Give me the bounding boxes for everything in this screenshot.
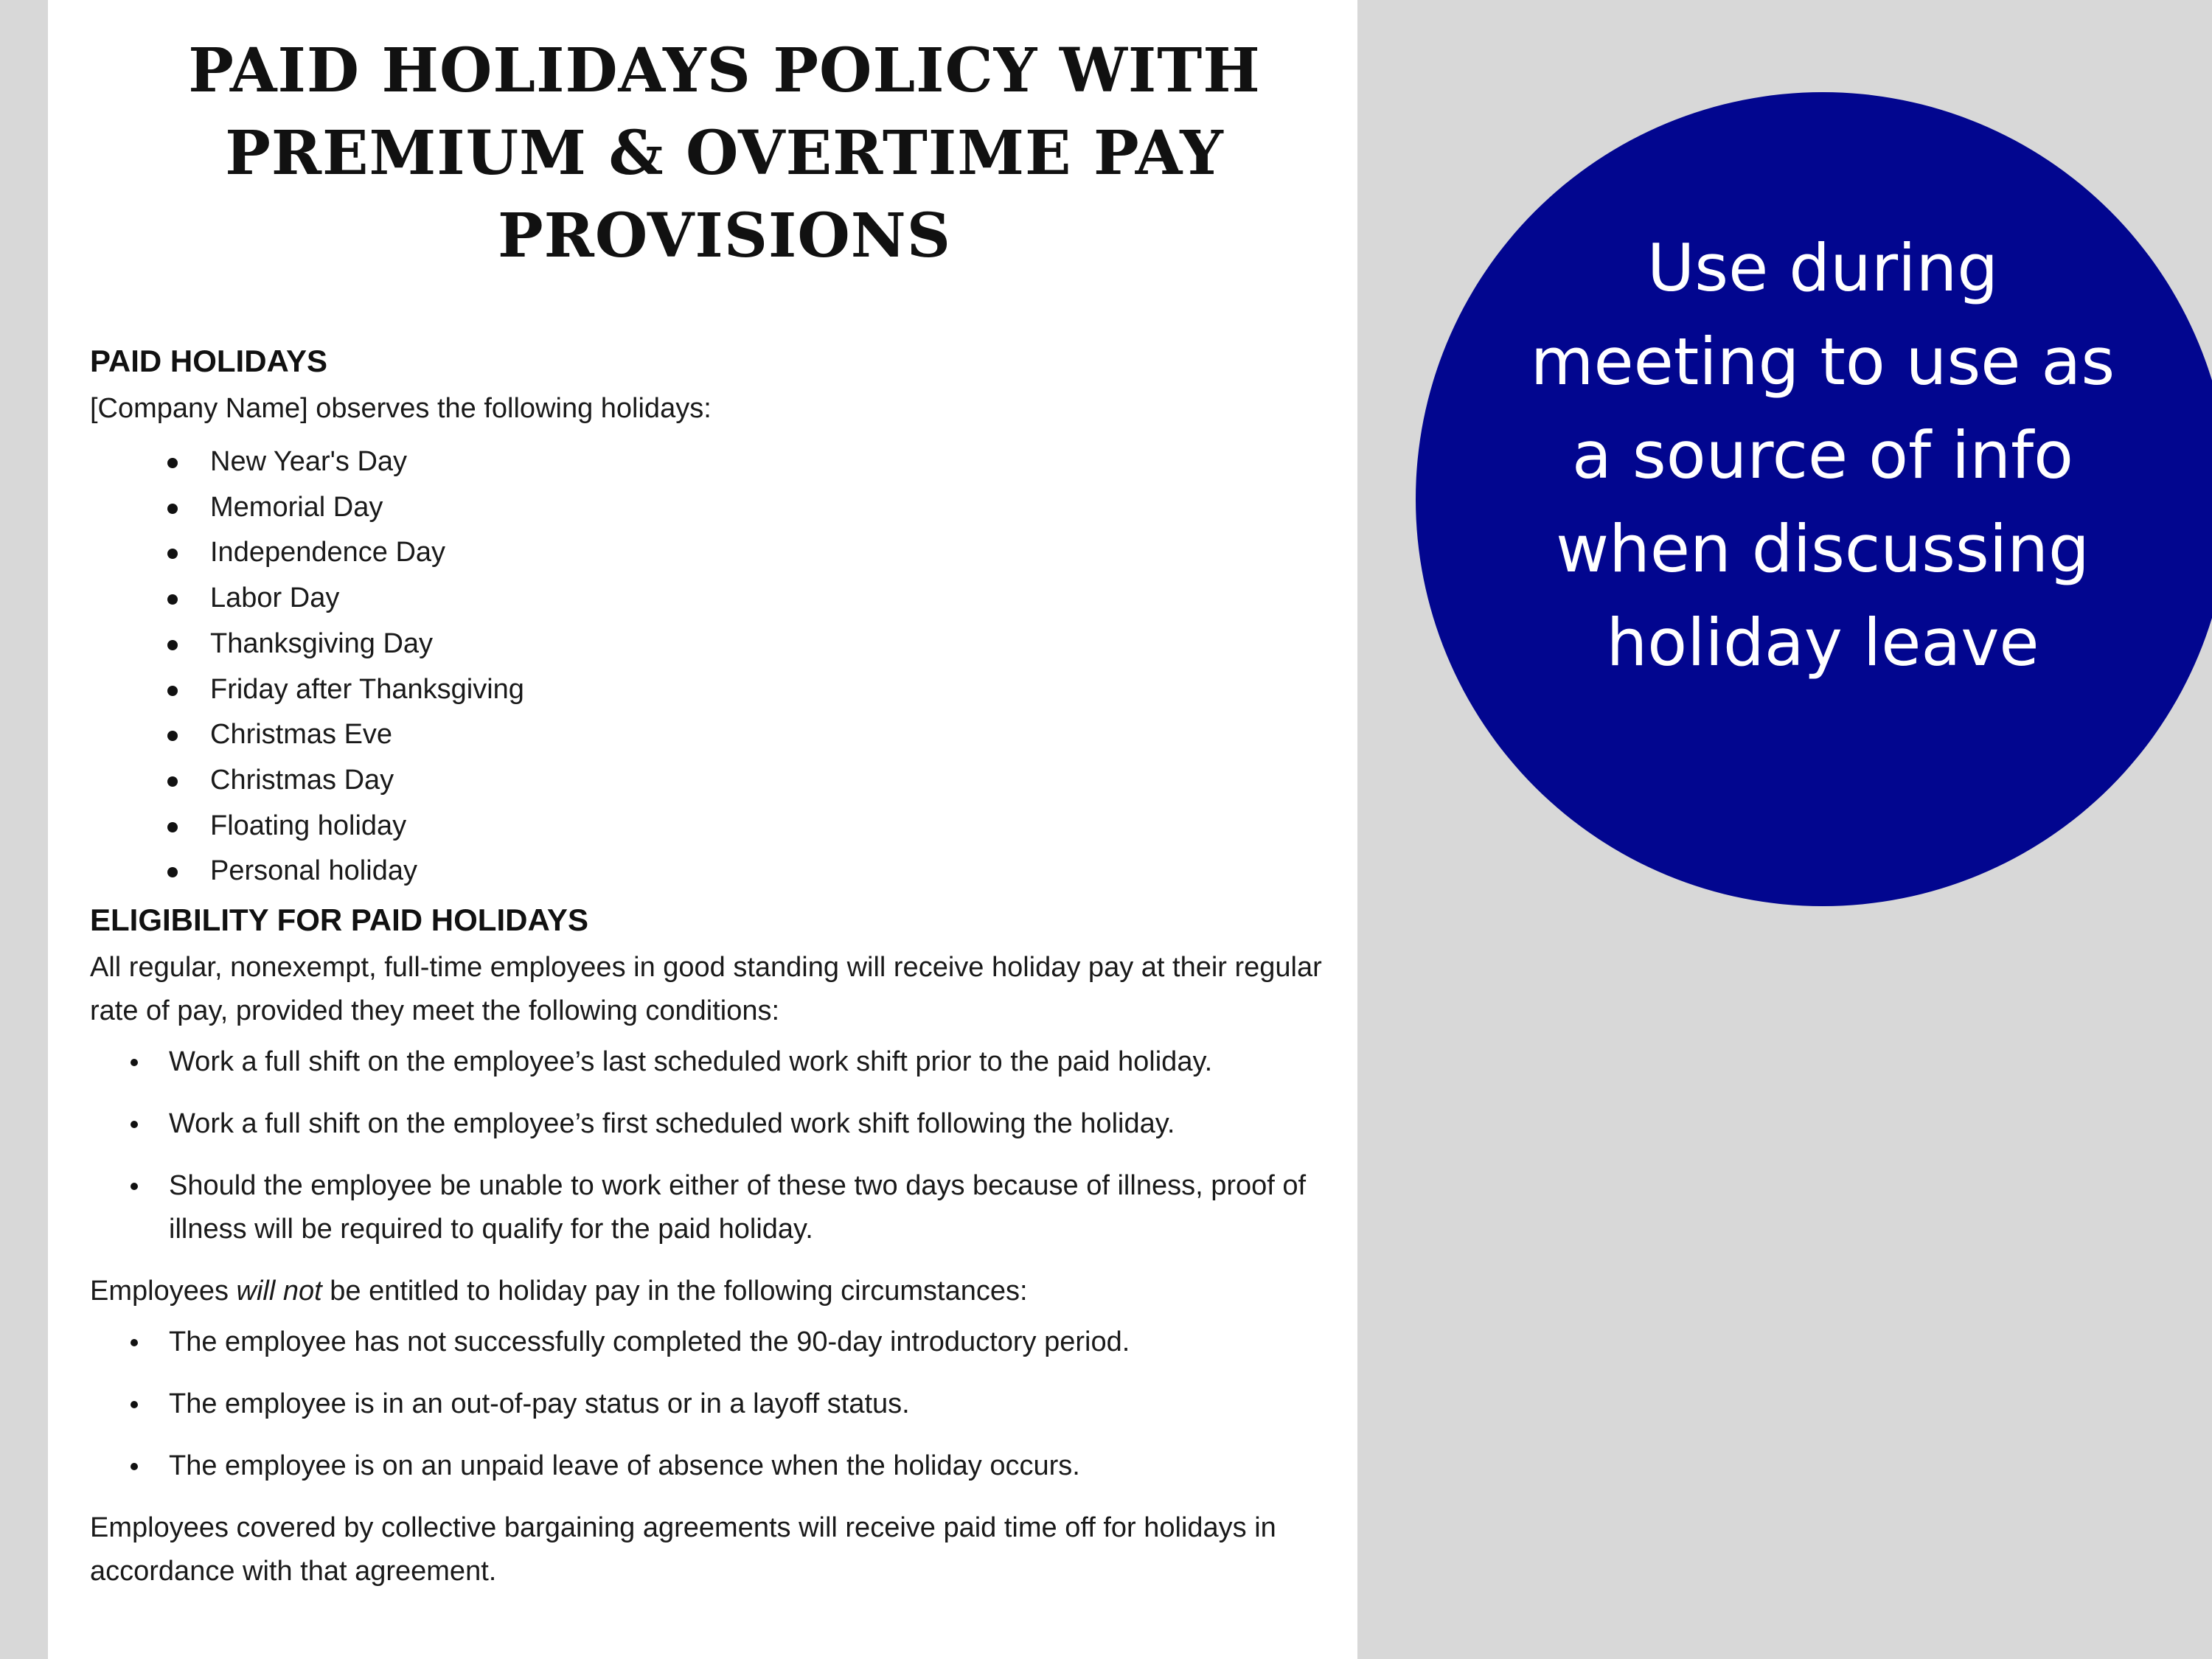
holiday-item: Labor Day bbox=[167, 576, 1354, 622]
holiday-list bbox=[90, 439, 1354, 894]
closing-paragraph: Employees covered by collective bargaining agreements will receive paid time off for holidays in accordance with that agreement. bbox=[90, 1512, 1276, 1587]
holiday-item: Floating holiday bbox=[167, 804, 1354, 849]
exclusions-list bbox=[90, 1321, 1354, 1488]
condition-item: Work a full shift on the employee’s first scheduled work shift following the holiday. bbox=[131, 1102, 1354, 1146]
holiday-item: Personal holiday bbox=[167, 849, 1354, 894]
not-entitled-suffix: be entitled to holiday pay in the following circumstances: bbox=[321, 1276, 1028, 1307]
document-body bbox=[90, 335, 1354, 1593]
holiday-item: Christmas Eve bbox=[167, 712, 1354, 758]
not-entitled-emphasis: will not bbox=[236, 1276, 322, 1307]
eligibility-conditions-list bbox=[90, 1040, 1354, 1251]
condition-item: Work a full shift on the employee’s last scheduled work shift prior to the paid holiday. bbox=[131, 1040, 1354, 1084]
paid-holidays-heading: PAID HOLIDAYS bbox=[90, 344, 328, 378]
holiday-item: Memorial Day bbox=[167, 485, 1354, 531]
exclusion-item: The employee is on an unpaid leave of absence when the holiday occurs. bbox=[131, 1444, 1354, 1488]
eligibility-intro: All regular, nonexempt, full-time employees in good standing will receive holiday pay at their regular rate of pay, provided they meet the following conditions: bbox=[90, 952, 1322, 1027]
not-entitled-paragraph bbox=[90, 1270, 1354, 1313]
eligibility-heading: ELIGIBILITY FOR PAID HOLIDAYS bbox=[90, 902, 588, 938]
title-line-2: PREMIUM & OVERTIME PAY bbox=[225, 118, 1224, 189]
holiday-item: Christmas Day bbox=[167, 758, 1354, 804]
holiday-item: New Year's Day bbox=[167, 439, 1354, 485]
exclusion-item: The employee is in an out-of-pay status or in a layoff status. bbox=[131, 1382, 1354, 1426]
title-line-1: PAID HOLIDAYS POLICY WITH bbox=[188, 35, 1261, 106]
not-entitled-prefix: Employees bbox=[90, 1276, 237, 1307]
callout-text: Use during meeting to use as a source of info when discussing holiday leave bbox=[1530, 230, 2115, 681]
title-line-3: PROVISIONS bbox=[498, 201, 951, 271]
document-page bbox=[48, 0, 1357, 1659]
exclusion-item: The employee has not successfully completed the 90-day introductory period. bbox=[131, 1321, 1354, 1364]
condition-item: Should the employee be unable to work either of these two days because of illness, proof of illness will be required to qualify for the paid holiday. bbox=[131, 1164, 1354, 1251]
holiday-item: Independence Day bbox=[167, 530, 1354, 576]
document-title bbox=[48, 29, 1401, 277]
paid-holidays-intro: [Company Name] observes the following holidays: bbox=[90, 393, 712, 424]
holiday-item: Thanksgiving Day bbox=[167, 622, 1354, 667]
holiday-item: Friday after Thanksgiving bbox=[167, 667, 1354, 713]
